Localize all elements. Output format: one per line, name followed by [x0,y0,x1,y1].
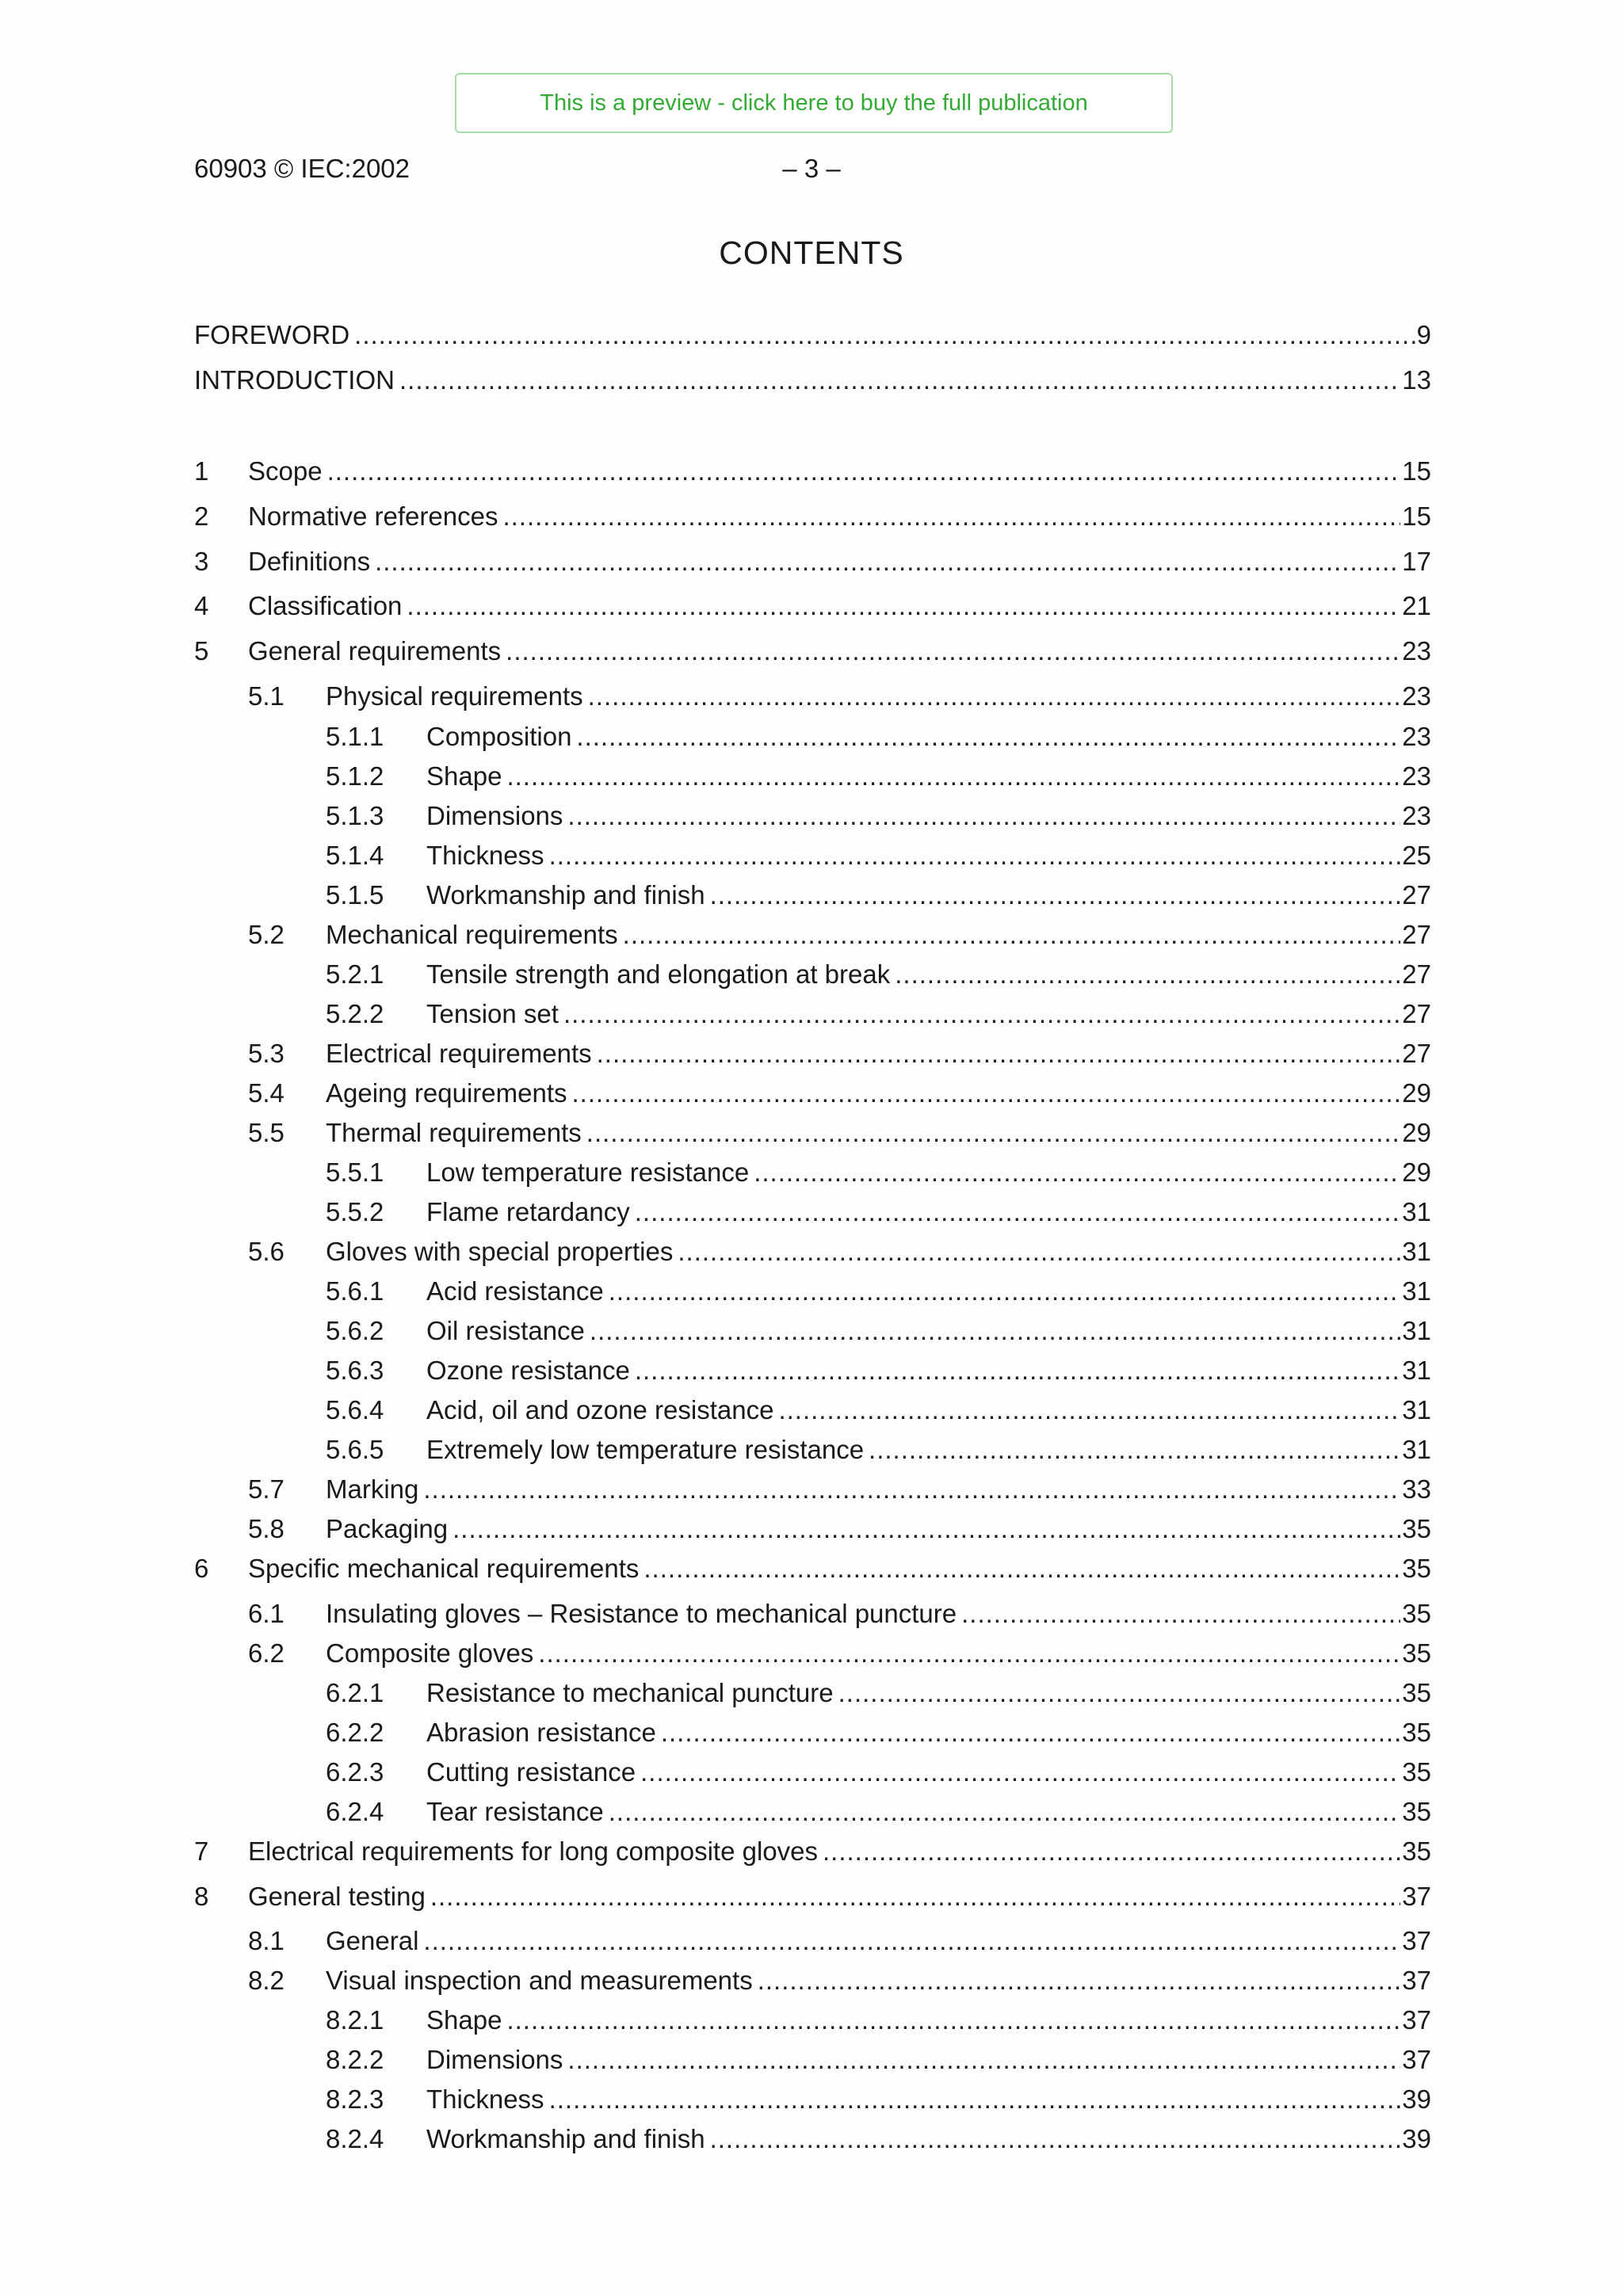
toc-entry-page: 37 [1402,2045,1431,2074]
toc-dot-leader [354,315,1415,355]
toc-entry[interactable] [194,1877,1431,1917]
toc-entry-title: Visual inspection and measurements [326,1966,753,1995]
toc-entry[interactable] [326,836,1431,875]
toc-entry-page: 35 [1402,1554,1431,1583]
toc-entry-title: Scope [248,456,323,486]
toc-dot-leader [635,1192,1401,1232]
toc-entry[interactable] [194,542,1431,582]
toc-entry-page: 31 [1402,1237,1431,1266]
toc-entry-number: 5 [194,636,209,666]
toc-dot-leader [375,542,1400,582]
toc-dot-leader [838,1673,1401,1713]
toc-entry-title: Acid resistance [426,1276,604,1306]
toc-entry[interactable] [326,1713,1431,1753]
toc-entry-title: Tension set [426,999,559,1028]
toc-entry-title: Thickness [426,2084,544,2114]
toc-dot-leader [640,1753,1400,1792]
toc-entry-title: Tensile strength and elongation at break [426,959,891,989]
toc-entry-number: 3 [194,547,209,576]
toc-entry-number: 6.2.3 [326,1757,384,1787]
toc-entry-title: Definitions [248,547,371,576]
toc-entry[interactable] [248,1232,1431,1272]
toc-entry[interactable] [326,796,1431,836]
toc-entry-number: 8.2.3 [326,2084,384,2114]
toc-entry-title: Flame retardancy [426,1197,630,1226]
toc-entry[interactable] [326,875,1431,915]
toc-entry-title: Physical requirements [326,681,583,711]
toc-entry-title: Workmanship and finish [426,2124,705,2153]
toc-entry-title: Shape [426,2005,502,2035]
toc-entry-page: 17 [1402,547,1431,576]
toc-entry-number: 5.1 [248,681,285,711]
toc-entry[interactable] [194,1832,1431,1871]
toc-dot-leader [549,2080,1401,2119]
toc-entry-title: General testing [248,1882,426,1911]
toc-dot-leader [588,677,1401,716]
toc-entry-title: INTRODUCTION [194,365,395,395]
toc-dot-leader [609,1272,1401,1311]
toc-dot-leader [549,836,1401,875]
toc-entry-page: 35 [1402,1599,1431,1628]
buy-publication-banner[interactable]: This is a preview - click here to buy the full publication [455,73,1173,133]
toc-entry-title: General [326,1926,419,1955]
toc-entry-title: Normative references [248,502,498,531]
toc-entry-title: Shape [426,761,502,791]
toc-dot-leader [538,1634,1400,1673]
toc-entry-number: 5.3 [248,1039,285,1068]
toc-dot-leader [506,631,1400,671]
page-title: CONTENTS [719,235,904,271]
toc-dot-leader [961,1594,1400,1634]
toc-entry[interactable] [248,1034,1431,1074]
toc-entry-number: 6.2 [248,1638,285,1668]
toc-dot-leader [597,1034,1401,1074]
toc-entry-page: 9 [1416,320,1431,349]
toc-entry-title: Classification [248,591,403,620]
toc-entry-title: Low temperature resistance [426,1158,750,1187]
toc-entry[interactable] [326,717,1431,757]
toc-dot-leader [430,1877,1400,1917]
toc-entry[interactable] [248,1594,1431,1634]
toc-entry[interactable] [326,994,1431,1034]
toc-entry[interactable] [326,1430,1431,1470]
toc-dot-leader [407,586,1400,626]
toc-dot-leader [327,452,1401,491]
toc-entry-page: 37 [1402,1966,1431,1995]
toc-entry-page: 29 [1402,1158,1431,1187]
toc-entry[interactable] [326,1673,1431,1713]
toc-entry-number: 2 [194,502,209,531]
toc-entry-title: Ageing requirements [326,1078,567,1108]
toc-entry-number: 8.2.4 [326,2124,384,2153]
toc-entry-title: Gloves with special properties [326,1237,674,1266]
toc-entry[interactable] [248,1470,1431,1509]
toc-entry-page: 13 [1402,365,1431,395]
toc-entry-title: Extremely low temperature resistance [426,1435,865,1464]
toc-entry-title: Dimensions [426,801,563,830]
toc-entry-number: 6.2.1 [326,1678,384,1707]
toc-entry-page: 27 [1402,920,1431,949]
toc-entry-page: 23 [1402,681,1431,711]
toc-entry-page: 37 [1402,2005,1431,2035]
toc-entry-title: Thickness [426,841,544,870]
toc-entry[interactable] [248,1921,1431,1961]
toc-entry-number: 5.2 [248,920,285,949]
toc-entry-title: Oil resistance [426,1316,585,1345]
toc-entry[interactable] [326,1272,1431,1311]
toc-entry-title: Ozone resistance [426,1356,630,1385]
toc-entry-number: 5.6.4 [326,1395,384,1425]
toc-entry-number: 5.1.1 [326,722,384,751]
toc-entry[interactable] [326,1192,1431,1232]
toc-entry[interactable] [194,1549,1431,1589]
toc-entry[interactable] [326,955,1431,994]
toc-entry-title: Insulating gloves – Resistance to mechanical puncture [326,1599,957,1628]
toc-dot-leader [506,757,1400,796]
document-reference: 60903 © IEC:2002 [194,154,411,183]
toc-entry-page: 35 [1402,1514,1431,1543]
toc-entry-page: 31 [1402,1197,1431,1226]
toc-entry-page: 25 [1402,841,1431,870]
toc-dot-leader [399,360,1400,400]
toc-entry-number: 4 [194,591,209,620]
toc-entry-page: 39 [1402,2084,1431,2114]
toc-dot-leader [423,1470,1400,1509]
toc-entry-title: Dimensions [426,2045,563,2074]
toc-entry-page: 31 [1402,1356,1431,1385]
toc-entry-page: 15 [1402,502,1431,531]
toc-entry-page: 27 [1402,999,1431,1028]
toc-entry-number: 6 [194,1554,209,1583]
toc-entry[interactable] [194,631,1431,671]
toc-dot-leader [586,1113,1401,1153]
toc-dot-leader [869,1430,1400,1470]
toc-entry-title: Specific mechanical requirements [248,1554,640,1583]
toc-entry[interactable] [248,1509,1431,1549]
toc-entry-number: 5.1.4 [326,841,384,870]
toc-entry[interactable] [326,1753,1431,1792]
toc-entry-title: Tear resistance [426,1797,604,1826]
toc-dot-leader [661,1713,1400,1753]
toc-entry-number: 5.5.1 [326,1158,384,1187]
toc-entry-number: 5.6.1 [326,1276,384,1306]
toc-entry[interactable] [194,452,1431,491]
toc-entry[interactable] [326,1351,1431,1390]
toc-entry-page: 29 [1402,1078,1431,1108]
toc-entry-number: 5.6.5 [326,1435,384,1464]
toc-entry[interactable] [248,915,1431,955]
toc-entry[interactable] [326,2040,1431,2080]
toc-dot-leader [758,1961,1401,2000]
toc-entry-title: Thermal requirements [326,1118,582,1147]
toc-entry-number: 5.1.5 [326,880,384,910]
toc-entry-page: 39 [1402,2124,1431,2153]
toc-entry-title: Acid, oil and ozone resistance [426,1395,774,1425]
toc-entry-page: 31 [1402,1395,1431,1425]
toc-entry-title: Composite gloves [326,1638,534,1668]
toc-entry[interactable] [248,1634,1431,1673]
toc-dot-leader [590,1311,1400,1351]
toc-entry-number: 5.5.2 [326,1197,384,1226]
toc-entry-number: 6.1 [248,1599,285,1628]
toc-entry-number: 5.2.2 [326,999,384,1028]
toc-entry-number: 5.6.3 [326,1356,384,1385]
toc-entry-number: 8 [194,1882,209,1911]
toc-entry[interactable] [194,497,1431,536]
toc-dot-leader [635,1351,1400,1390]
toc-entry-page: 23 [1402,722,1431,751]
toc-entry-number: 8.1 [248,1926,285,1955]
toc-dot-leader [895,955,1400,994]
toc-dot-leader [778,1390,1400,1430]
toc-dot-leader [576,717,1400,757]
toc-entry-page: 33 [1402,1474,1431,1504]
toc-entry-page: 21 [1402,591,1431,620]
toc-entry-number: 8.2.1 [326,2005,384,2035]
toc-entry-page: 31 [1402,1276,1431,1306]
toc-entry-number: 5.4 [248,1078,285,1108]
toc-dot-leader [506,2000,1400,2040]
toc-entry-number: 7 [194,1836,209,1866]
toc-entry-title: Resistance to mechanical puncture [426,1678,834,1707]
toc-entry[interactable] [326,1311,1431,1351]
toc-entry-number: 5.2.1 [326,959,384,989]
toc-entry-number: 5.7 [248,1474,285,1504]
toc-entry-number: 5.6 [248,1237,285,1266]
toc-entry[interactable] [194,315,1431,355]
toc-dot-leader [823,1832,1400,1871]
toc-entry-number: 5.1.2 [326,761,384,791]
toc-entry[interactable] [248,1113,1431,1153]
toc-entry-page: 35 [1402,1678,1431,1707]
toc-entry-page: 23 [1402,801,1431,830]
toc-entry-title: Packaging [326,1514,449,1543]
toc-entry-number: 5.5 [248,1118,285,1147]
toc-entry-page: 35 [1402,1757,1431,1787]
toc-entry-page: 15 [1402,456,1431,486]
toc-dot-leader [563,994,1400,1034]
toc-entry-title: Cutting resistance [426,1757,636,1787]
toc-entry[interactable] [326,1153,1431,1192]
toc-entry-title: General requirements [248,636,502,666]
toc-entry[interactable] [326,2000,1431,2040]
toc-entry[interactable] [326,1390,1431,1430]
toc-entry-page: 31 [1402,1435,1431,1464]
toc-entry-page: 37 [1402,1926,1431,1955]
toc-entry-title: FOREWORD [194,320,350,349]
toc-entry-title: Mechanical requirements [326,920,618,949]
toc-entry-title: Workmanship and finish [426,880,705,910]
toc-entry-number: 6.2.4 [326,1797,384,1826]
toc-entry-page: 35 [1402,1836,1431,1866]
toc-entry[interactable] [326,757,1431,796]
toc-entry-title: Abrasion resistance [426,1718,656,1747]
toc-entry-title: Marking [326,1474,419,1504]
toc-entry-page: 37 [1402,1882,1431,1911]
toc-dot-leader [453,1509,1400,1549]
toc-dot-leader [609,1792,1401,1832]
toc-entry[interactable] [194,586,1431,626]
toc-dot-leader [710,2119,1401,2159]
toc-entry-page: 27 [1402,880,1431,910]
toc-entry-title: Composition [426,722,572,751]
toc-entry-title: Electrical requirements [326,1039,592,1068]
toc-dot-leader [572,1074,1401,1113]
toc-entry-number: 8.2.2 [326,2045,384,2074]
toc-entry-page: 27 [1402,1039,1431,1068]
toc-entry[interactable] [194,360,1431,400]
toc-entry-number: 1 [194,456,209,486]
toc-dot-leader [567,2040,1400,2080]
toc-entry-page: 29 [1402,1118,1431,1147]
toc-dot-leader [423,1921,1400,1961]
toc-dot-leader [678,1232,1400,1272]
toc-entry[interactable] [248,677,1431,716]
toc-entry-page: 23 [1402,636,1431,666]
toc-entry-page: 31 [1402,1316,1431,1345]
toc-entry-number: 8.2 [248,1966,285,1995]
toc-dot-leader [567,796,1400,836]
toc-entry-title: Electrical requirements for long composite gloves [248,1836,818,1866]
toc-entry-number: 5.8 [248,1514,285,1543]
toc-entry[interactable] [326,1792,1431,1832]
toc-dot-leader [502,497,1400,536]
toc-entry[interactable] [248,1961,1431,2000]
toc-dot-leader [754,1153,1400,1192]
toc-entry-page: 35 [1402,1797,1431,1826]
toc-entry-number: 5.1.3 [326,801,384,830]
toc-entry-number: 5.6.2 [326,1316,384,1345]
toc-dot-leader [710,875,1401,915]
toc-entry-page: 23 [1402,761,1431,791]
toc-entry[interactable] [326,2119,1431,2159]
toc-entry[interactable] [248,1074,1431,1113]
toc-dot-leader [643,1549,1400,1589]
toc-entry-page: 35 [1402,1718,1431,1747]
toc-dot-leader [623,915,1401,955]
toc-entry[interactable] [326,2080,1431,2119]
toc-entry-page: 27 [1402,959,1431,989]
toc-entry-number: 6.2.2 [326,1718,384,1747]
toc-entry-page: 35 [1402,1638,1431,1668]
page-number: – 3 – [782,154,841,183]
